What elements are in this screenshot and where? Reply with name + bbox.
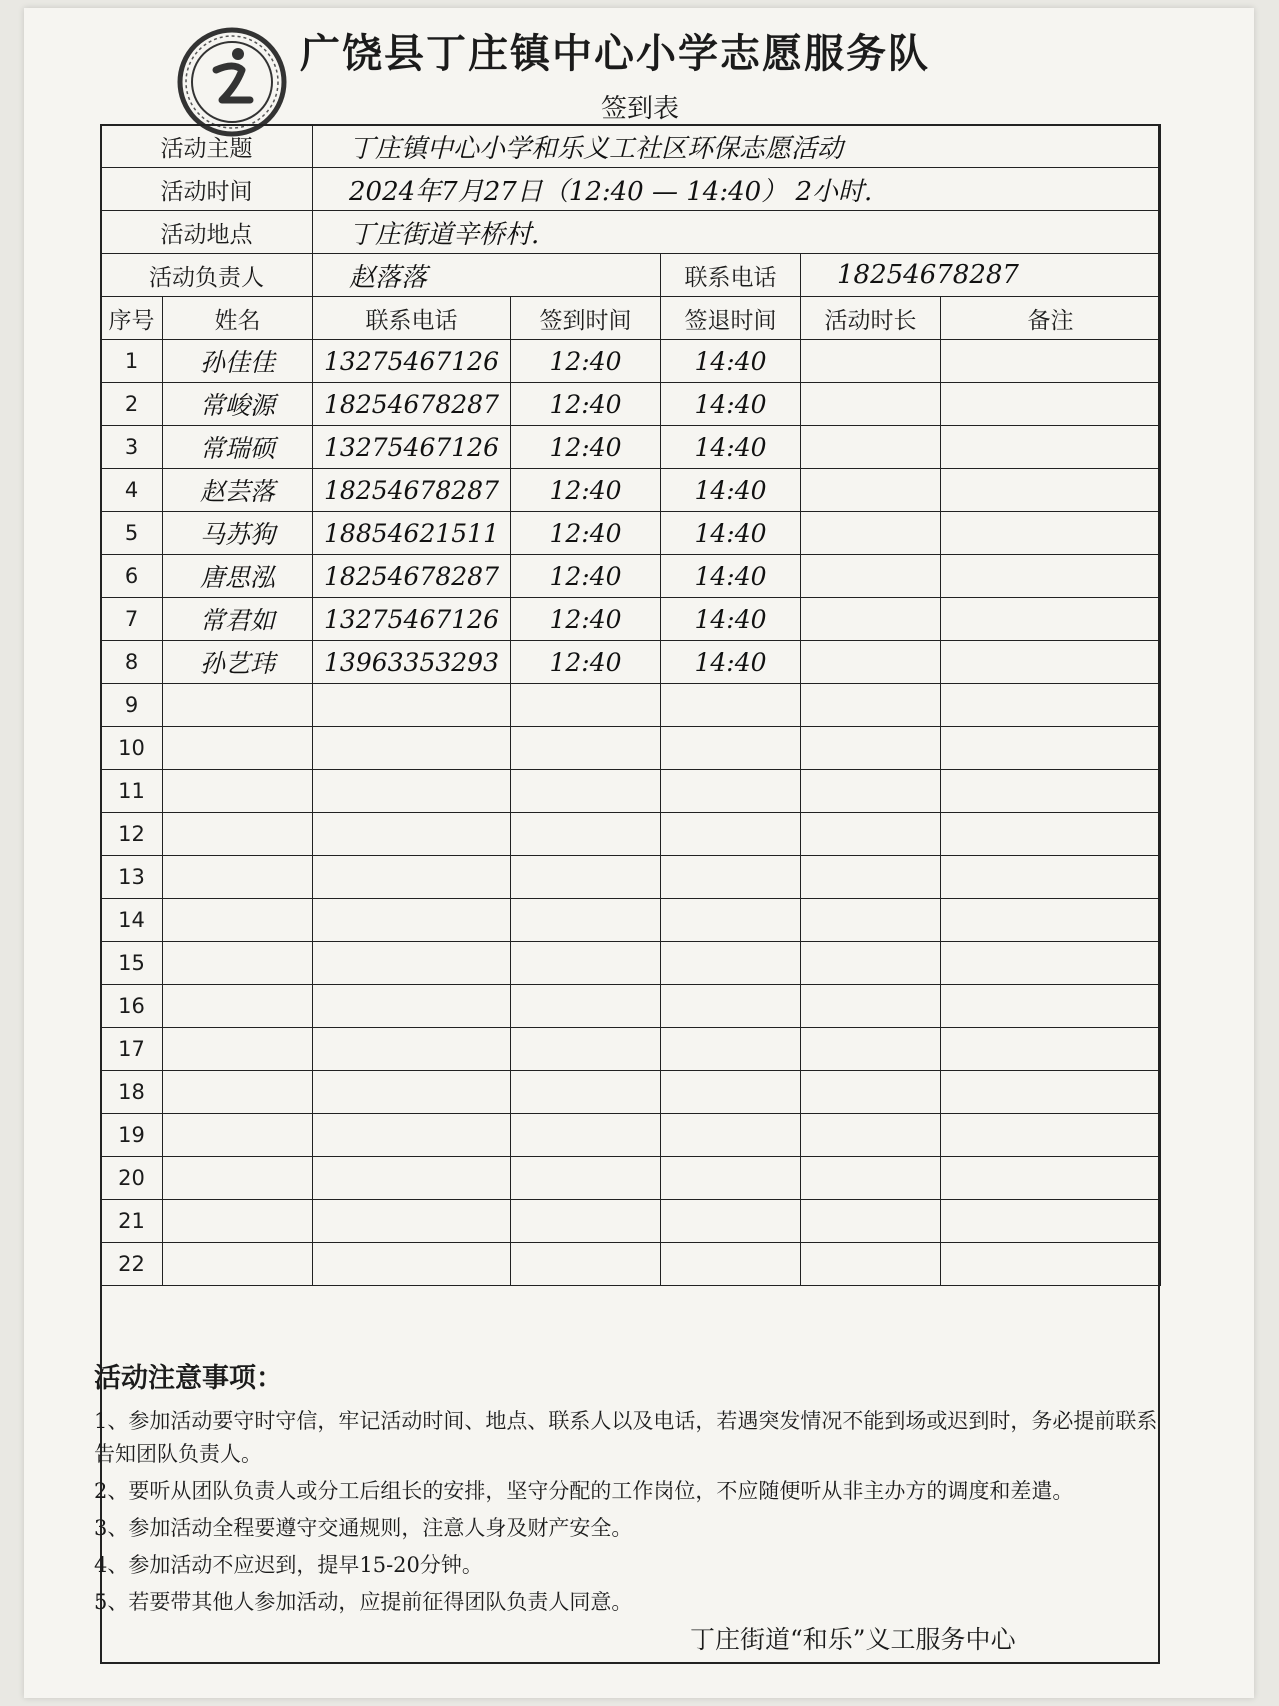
row-checkout bbox=[661, 856, 801, 899]
row-name: 常君如 bbox=[163, 598, 313, 641]
row-checkin bbox=[511, 770, 661, 813]
notes-title: 活动注意事项： bbox=[94, 1363, 283, 1394]
table-row bbox=[101, 985, 1161, 1028]
row-name bbox=[163, 1028, 313, 1071]
row-number: 9 bbox=[101, 684, 163, 727]
row-checkin bbox=[511, 856, 661, 899]
row-checkin bbox=[511, 942, 661, 985]
row-checkin: 12:40 bbox=[511, 512, 661, 555]
row-name: 孙艺玮 bbox=[163, 641, 313, 684]
row-checkout bbox=[661, 813, 801, 856]
row-name: 马苏狗 bbox=[163, 512, 313, 555]
theme-value: 丁庄镇中心小学和乐义工社区环保志愿活动 bbox=[313, 125, 1161, 168]
row-remark bbox=[941, 426, 1161, 469]
row-checkin: 12:40 bbox=[511, 469, 661, 512]
row-name bbox=[163, 813, 313, 856]
row-number: 21 bbox=[101, 1200, 163, 1243]
row-duration bbox=[801, 469, 941, 512]
table-row bbox=[101, 641, 1161, 684]
table-row bbox=[101, 770, 1161, 813]
row-checkin bbox=[511, 727, 661, 770]
row-phone: 18254678287 bbox=[313, 383, 511, 426]
row-checkin: 12:40 bbox=[511, 340, 661, 383]
row-checkout bbox=[661, 1157, 801, 1200]
row-number: 19 bbox=[101, 1114, 163, 1157]
note-item: 3、参加活动全程要遵守交通规则，注意人身及财产安全。 bbox=[94, 1516, 633, 1540]
row-number: 14 bbox=[101, 899, 163, 942]
row-phone: 18254678287 bbox=[313, 555, 511, 598]
table-row bbox=[101, 1157, 1161, 1200]
row-checkout: 14:40 bbox=[661, 426, 801, 469]
col-header-checkin: 签到时间 bbox=[511, 297, 661, 340]
note-item: 5、若要带其他人参加活动，应提前征得团队负责人同意。 bbox=[94, 1590, 633, 1614]
row-checkout: 14:40 bbox=[661, 555, 801, 598]
row-checkout bbox=[661, 985, 801, 1028]
row-name bbox=[163, 770, 313, 813]
row-name bbox=[163, 856, 313, 899]
row-checkout bbox=[661, 1028, 801, 1071]
volunteer-logo bbox=[176, 26, 288, 138]
table-row bbox=[101, 340, 1161, 383]
row-checkin bbox=[511, 1071, 661, 1114]
row-checkout bbox=[661, 770, 801, 813]
row-duration bbox=[801, 813, 941, 856]
row-number: 12 bbox=[101, 813, 163, 856]
row-remark bbox=[941, 856, 1161, 899]
row-checkin: 12:40 bbox=[511, 598, 661, 641]
row-name bbox=[163, 1200, 313, 1243]
col-header-duration: 活动时长 bbox=[801, 297, 941, 340]
notes-section bbox=[90, 1356, 1160, 1623]
row-duration bbox=[801, 1157, 941, 1200]
row-duration bbox=[801, 426, 941, 469]
row-number: 4 bbox=[101, 469, 163, 512]
theme-label: 活动主题 bbox=[101, 125, 313, 168]
row-checkin: 12:40 bbox=[511, 641, 661, 684]
row-duration bbox=[801, 727, 941, 770]
row-checkin bbox=[511, 1200, 661, 1243]
row-number: 2 bbox=[101, 383, 163, 426]
page-title: 广饶县丁庄镇中心小学志愿服务队 bbox=[300, 31, 930, 77]
row-duration bbox=[801, 1028, 941, 1071]
row-duration bbox=[801, 598, 941, 641]
col-header-phone: 联系电话 bbox=[313, 297, 511, 340]
row-phone bbox=[313, 856, 511, 899]
row-checkout bbox=[661, 1071, 801, 1114]
row-remark bbox=[941, 555, 1161, 598]
row-checkout: 14:40 bbox=[661, 598, 801, 641]
row-duration bbox=[801, 1114, 941, 1157]
row-checkin: 12:40 bbox=[511, 555, 661, 598]
row-phone bbox=[313, 813, 511, 856]
row-phone bbox=[313, 985, 511, 1028]
row-phone bbox=[313, 770, 511, 813]
row-number: 11 bbox=[101, 770, 163, 813]
row-number: 20 bbox=[101, 1157, 163, 1200]
row-remark bbox=[941, 598, 1161, 641]
row-phone bbox=[313, 942, 511, 985]
row-remark bbox=[941, 813, 1161, 856]
row-number: 1 bbox=[101, 340, 163, 383]
info-row-leader bbox=[101, 254, 1161, 297]
note-item: 4、参加活动不应迟到，提早15-20分钟。 bbox=[94, 1553, 483, 1577]
col-header-remark: 备注 bbox=[941, 297, 1161, 340]
row-remark bbox=[941, 1071, 1161, 1114]
row-number: 16 bbox=[101, 985, 163, 1028]
row-duration bbox=[801, 856, 941, 899]
row-checkin bbox=[511, 684, 661, 727]
info-row-place bbox=[101, 211, 1161, 254]
row-number: 5 bbox=[101, 512, 163, 555]
leader-phone-label: 联系电话 bbox=[661, 254, 801, 297]
row-phone: 18854621511 bbox=[313, 512, 511, 555]
row-remark bbox=[941, 1200, 1161, 1243]
row-checkout: 14:40 bbox=[661, 340, 801, 383]
row-duration bbox=[801, 1243, 941, 1286]
row-remark bbox=[941, 899, 1161, 942]
row-duration bbox=[801, 383, 941, 426]
info-row-theme bbox=[101, 125, 1161, 168]
table-row bbox=[101, 598, 1161, 641]
row-checkin bbox=[511, 899, 661, 942]
row-phone: 13275467126 bbox=[313, 598, 511, 641]
row-number: 15 bbox=[101, 942, 163, 985]
row-checkin: 12:40 bbox=[511, 426, 661, 469]
row-number: 6 bbox=[101, 555, 163, 598]
row-checkout: 14:40 bbox=[661, 641, 801, 684]
row-phone bbox=[313, 1157, 511, 1200]
row-number: 10 bbox=[101, 727, 163, 770]
row-name bbox=[163, 1243, 313, 1286]
leader-value: 赵落落 bbox=[313, 254, 661, 297]
row-duration bbox=[801, 899, 941, 942]
table-row bbox=[101, 469, 1161, 512]
leader-phone-value: 18254678287 bbox=[801, 254, 1161, 297]
row-checkin bbox=[511, 1157, 661, 1200]
table-row bbox=[101, 1243, 1161, 1286]
row-duration bbox=[801, 641, 941, 684]
table-row bbox=[101, 1114, 1161, 1157]
row-duration bbox=[801, 340, 941, 383]
col-header-no: 序号 bbox=[101, 297, 163, 340]
row-checkin: 12:40 bbox=[511, 383, 661, 426]
row-remark bbox=[941, 684, 1161, 727]
place-value: 丁庄街道辛桥村. bbox=[313, 211, 1161, 254]
row-number: 13 bbox=[101, 856, 163, 899]
row-number: 18 bbox=[101, 1071, 163, 1114]
row-name: 唐思泓 bbox=[163, 555, 313, 598]
row-checkin bbox=[511, 1114, 661, 1157]
row-name bbox=[163, 985, 313, 1028]
row-duration bbox=[801, 684, 941, 727]
row-remark bbox=[941, 727, 1161, 770]
footer-organization: 丁庄街道“和乐”义工服务中心 bbox=[690, 1625, 1016, 1654]
row-name: 孙佳佳 bbox=[163, 340, 313, 383]
row-number: 22 bbox=[101, 1243, 163, 1286]
table-row bbox=[101, 899, 1161, 942]
table-row bbox=[101, 1071, 1161, 1114]
row-checkin bbox=[511, 1028, 661, 1071]
table-row bbox=[101, 856, 1161, 899]
row-phone bbox=[313, 899, 511, 942]
row-name bbox=[163, 1157, 313, 1200]
row-checkout: 14:40 bbox=[661, 469, 801, 512]
row-checkout bbox=[661, 727, 801, 770]
row-number: 3 bbox=[101, 426, 163, 469]
row-remark bbox=[941, 383, 1161, 426]
note-item: 1、参加活动要守时守信，牢记活动时间、地点、联系人以及电话，若遇突发情况不能到场或迟到时，务必提前联系告知团队负责人。 bbox=[94, 1409, 1158, 1466]
row-phone: 18254678287 bbox=[313, 469, 511, 512]
row-checkin bbox=[511, 813, 661, 856]
column-header-row bbox=[101, 297, 1161, 340]
row-checkout bbox=[661, 1200, 801, 1243]
leader-label: 活动负责人 bbox=[101, 254, 313, 297]
sign-in-table bbox=[100, 124, 1161, 1286]
row-phone bbox=[313, 1114, 511, 1157]
row-remark bbox=[941, 641, 1161, 684]
table-row bbox=[101, 512, 1161, 555]
row-name bbox=[163, 899, 313, 942]
row-remark bbox=[941, 340, 1161, 383]
col-header-checkout: 签退时间 bbox=[661, 297, 801, 340]
info-row-time bbox=[101, 168, 1161, 211]
row-phone bbox=[313, 1071, 511, 1114]
table-row bbox=[101, 383, 1161, 426]
page-subtitle: 签到表 bbox=[600, 94, 679, 124]
row-name bbox=[163, 727, 313, 770]
row-duration bbox=[801, 1200, 941, 1243]
row-phone bbox=[313, 727, 511, 770]
row-remark bbox=[941, 1114, 1161, 1157]
row-checkout bbox=[661, 1114, 801, 1157]
row-remark bbox=[941, 469, 1161, 512]
row-duration bbox=[801, 512, 941, 555]
row-name bbox=[163, 684, 313, 727]
table-row bbox=[101, 684, 1161, 727]
row-remark bbox=[941, 1243, 1161, 1286]
row-name bbox=[163, 942, 313, 985]
row-phone: 13963353293 bbox=[313, 641, 511, 684]
row-duration bbox=[801, 555, 941, 598]
row-name: 常瑞硕 bbox=[163, 426, 313, 469]
row-phone: 13275467126 bbox=[313, 426, 511, 469]
row-remark bbox=[941, 985, 1161, 1028]
row-remark bbox=[941, 942, 1161, 985]
row-phone bbox=[313, 684, 511, 727]
row-checkout: 14:40 bbox=[661, 383, 801, 426]
row-phone: 13275467126 bbox=[313, 340, 511, 383]
row-checkout bbox=[661, 1243, 801, 1286]
row-checkout: 14:40 bbox=[661, 512, 801, 555]
row-duration bbox=[801, 770, 941, 813]
row-phone bbox=[313, 1200, 511, 1243]
row-number: 17 bbox=[101, 1028, 163, 1071]
table-row bbox=[101, 727, 1161, 770]
row-phone bbox=[313, 1028, 511, 1071]
row-duration bbox=[801, 942, 941, 985]
row-number: 8 bbox=[101, 641, 163, 684]
row-checkout bbox=[661, 899, 801, 942]
time-value: 2024年7月27日（12:40 — 14:40） 2小时. bbox=[313, 168, 1161, 211]
table-row bbox=[101, 555, 1161, 598]
table-row bbox=[101, 1200, 1161, 1243]
row-number: 7 bbox=[101, 598, 163, 641]
table-row bbox=[101, 942, 1161, 985]
row-remark bbox=[941, 1157, 1161, 1200]
table-row bbox=[101, 1028, 1161, 1071]
table-row bbox=[101, 426, 1161, 469]
row-name: 赵芸落 bbox=[163, 469, 313, 512]
col-header-name: 姓名 bbox=[163, 297, 313, 340]
row-checkin bbox=[511, 985, 661, 1028]
row-remark bbox=[941, 770, 1161, 813]
row-checkout bbox=[661, 942, 801, 985]
time-label: 活动时间 bbox=[101, 168, 313, 211]
note-item: 2、要听从团队负责人或分工后组长的安排，坚守分配的工作岗位，不应随便听从非主办方的调度和差遣。 bbox=[94, 1479, 1074, 1503]
row-duration bbox=[801, 1071, 941, 1114]
row-remark bbox=[941, 1028, 1161, 1071]
place-label: 活动地点 bbox=[101, 211, 313, 254]
row-remark bbox=[941, 512, 1161, 555]
row-checkin bbox=[511, 1243, 661, 1286]
row-name bbox=[163, 1071, 313, 1114]
row-name: 常峻源 bbox=[163, 383, 313, 426]
row-duration bbox=[801, 985, 941, 1028]
table-row bbox=[101, 813, 1161, 856]
row-checkout bbox=[661, 684, 801, 727]
row-phone bbox=[313, 1243, 511, 1286]
row-name bbox=[163, 1114, 313, 1157]
